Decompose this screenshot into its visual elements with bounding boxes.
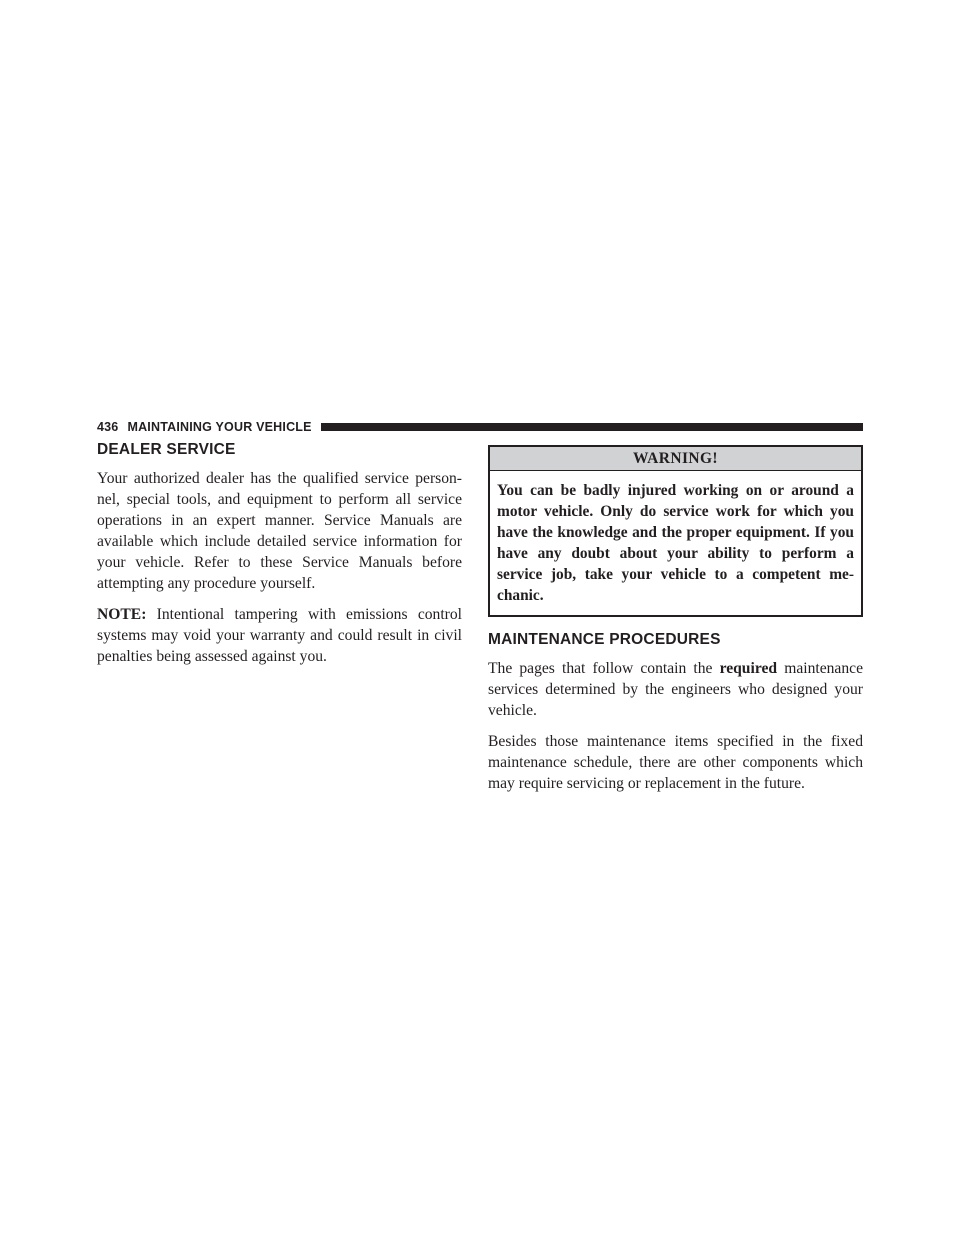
warning-text: You can be badly injured working on or around a motor vehicle. Only do service work for which you have the knowledge and the proper equipment. If you have any doubt about your ability to perform a service job, take your vehicle to a competent me-chanic. [497, 482, 854, 604]
left-column [97, 441, 462, 677]
maintenance-paragraph-2: Besides those maintenance items specified in the fixed maintenance schedule, there are other components which may require servicing or replacement in the future. [488, 733, 863, 792]
dealer-service-paragraph: Your authorized dealer has the qualified service person-nel, special tools, and equipment to perform all service operations in an expert manner. Service Manuals are available which include detailed service information for your vehicle. Refer to these Service Manuals before attempting any procedure yourself. [97, 470, 462, 592]
page-header [97, 420, 863, 434]
section-title: MAINTAINING YOUR VEHICLE [127, 420, 312, 434]
dealer-service-heading: DEALER SERVICE [97, 441, 236, 458]
note-paragraph [97, 604, 462, 667]
warning-box [488, 445, 863, 617]
maintenance-p1-before: The pages that follow contain the [488, 660, 720, 677]
maintenance-paragraph-1 [488, 658, 863, 721]
maintenance-p1-after: maintenance services determined by the engineers who designed your vehicle. [488, 660, 863, 719]
right-column [488, 445, 863, 804]
note-label: NOTE: [97, 606, 147, 623]
warning-title: WARNING! [490, 447, 861, 471]
maintenance-procedures-heading: MAINTENANCE PROCEDURES [488, 631, 721, 648]
header-rule [321, 423, 863, 431]
note-text: Intentional tampering with emissions control systems may void your warranty and could result in civil penalties being assessed against you. [97, 606, 462, 665]
page-number: 436 [97, 420, 119, 434]
required-emphasis: required [719, 660, 778, 677]
